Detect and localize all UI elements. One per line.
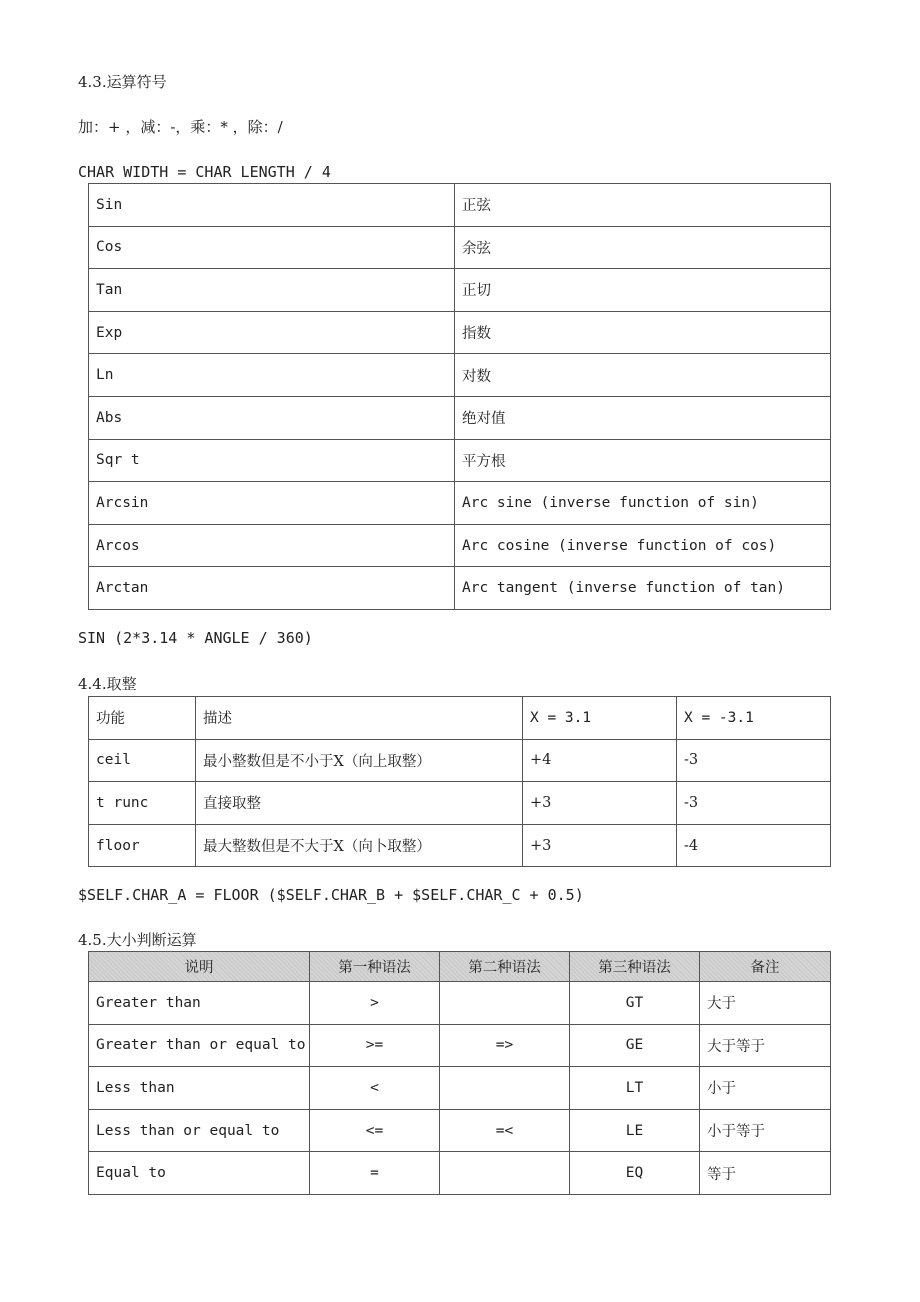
syntax1-cell: =: [310, 1152, 440, 1195]
function-desc-cell: 绝对值: [455, 396, 831, 439]
desc-cell: Greater than or equal to: [89, 1024, 310, 1067]
desc-cell: 直接取整: [196, 782, 523, 825]
table-row: [89, 1152, 831, 1195]
func-cell: ceil: [89, 739, 196, 782]
negative-value-cell: -3: [677, 782, 831, 825]
function-name-cell: Exp: [89, 311, 455, 354]
function-name-cell: Tan: [89, 269, 455, 312]
table-row: [89, 482, 831, 525]
table-row: [89, 396, 831, 439]
rounding-table: [88, 696, 831, 867]
section-4-3-heading: 4.3.运算符号: [78, 73, 167, 91]
table-header-row: [89, 952, 831, 982]
header-cell: X = -3.1: [677, 697, 831, 740]
func-cell: t runc: [89, 782, 196, 825]
table-header-row: [89, 697, 831, 740]
desc-cell: Less than: [89, 1067, 310, 1110]
note-cell: 大于等于: [700, 1024, 831, 1067]
syntax2-cell: =<: [440, 1109, 570, 1152]
header-cell: 备注: [700, 952, 831, 982]
function-name-cell: Sin: [89, 184, 455, 227]
syntax1-cell: >: [310, 982, 440, 1025]
table-row: [89, 1109, 831, 1152]
syntax2-cell: [440, 1067, 570, 1110]
table-row: [89, 782, 831, 825]
table-row: [89, 982, 831, 1025]
header-cell: 第二种语法: [440, 952, 570, 982]
table-row: [89, 739, 831, 782]
section-4-5-heading: 4.5.大小判断运算: [78, 931, 197, 949]
comparison-table: [88, 951, 831, 1195]
table-row: [89, 226, 831, 269]
table-row: [89, 1024, 831, 1067]
syntax3-cell: LE: [570, 1109, 700, 1152]
note-cell: 大于: [700, 982, 831, 1025]
function-name-cell: Arcsin: [89, 482, 455, 525]
desc-cell: Less than or equal to: [89, 1109, 310, 1152]
function-desc-cell: 对数: [455, 354, 831, 397]
syntax3-cell: GE: [570, 1024, 700, 1067]
note-cell: 小于: [700, 1067, 831, 1110]
desc-cell: Greater than: [89, 982, 310, 1025]
table-row: [89, 354, 831, 397]
syntax1-cell: >=: [310, 1024, 440, 1067]
note-cell: 小于等于: [700, 1109, 831, 1152]
table-row: [89, 1067, 831, 1110]
function-name-cell: Abs: [89, 396, 455, 439]
syntax3-cell: EQ: [570, 1152, 700, 1195]
table-row: [89, 311, 831, 354]
function-desc-cell: 余弦: [455, 226, 831, 269]
function-name-cell: Arctan: [89, 567, 455, 610]
function-desc-cell: Arc sine (inverse function of sin): [455, 482, 831, 525]
header-cell: 第一种语法: [310, 952, 440, 982]
table-row: [89, 567, 831, 610]
header-cell: X = 3.1: [523, 697, 677, 740]
table-row: [89, 184, 831, 227]
table-row: [89, 439, 831, 482]
function-desc-cell: 平方根: [455, 439, 831, 482]
func-cell: floor: [89, 824, 196, 867]
functions-table: [88, 183, 831, 610]
char-width-formula: CHAR WIDTH = CHAR LENGTH / 4: [78, 163, 331, 181]
header-cell: 描述: [196, 697, 523, 740]
table-row: [89, 824, 831, 867]
function-name-cell: Sqr t: [89, 439, 455, 482]
function-name-cell: Ln: [89, 354, 455, 397]
syntax3-cell: LT: [570, 1067, 700, 1110]
floor-example: $SELF.CHAR_A = FLOOR ($SELF.CHAR_B + $SELF.CHAR_C + 0.5): [78, 886, 584, 904]
syntax2-cell: [440, 1152, 570, 1195]
sin-example: SIN (2*3.14 * ANGLE / 360): [78, 629, 313, 647]
section-4-4-heading: 4.4.取整: [78, 675, 137, 693]
syntax3-cell: GT: [570, 982, 700, 1025]
function-name-cell: Cos: [89, 226, 455, 269]
function-desc-cell: 指数: [455, 311, 831, 354]
function-name-cell: Arcos: [89, 524, 455, 567]
header-cell: 功能: [89, 697, 196, 740]
note-cell: 等于: [700, 1152, 831, 1195]
operators-line: 加：+ ，减：-，乘：* ，除：/: [78, 118, 283, 136]
syntax2-cell: =>: [440, 1024, 570, 1067]
header-cell: 说明: [89, 952, 310, 982]
desc-cell: 最小整数但是不小于X（向上取整）: [196, 739, 523, 782]
negative-value-cell: -4: [677, 824, 831, 867]
negative-value-cell: -3: [677, 739, 831, 782]
syntax2-cell: [440, 982, 570, 1025]
table-row: [89, 524, 831, 567]
positive-value-cell: +3: [523, 782, 677, 825]
table-row: [89, 269, 831, 312]
header-cell: 第三种语法: [570, 952, 700, 982]
positive-value-cell: +4: [523, 739, 677, 782]
function-desc-cell: 正弦: [455, 184, 831, 227]
desc-cell: Equal to: [89, 1152, 310, 1195]
syntax1-cell: <: [310, 1067, 440, 1110]
function-desc-cell: Arc cosine (inverse function of cos): [455, 524, 831, 567]
desc-cell: 最大整数但是不大于X（向卜取整）: [196, 824, 523, 867]
function-desc-cell: Arc tangent (inverse function of tan): [455, 567, 831, 610]
function-desc-cell: 正切: [455, 269, 831, 312]
positive-value-cell: +3: [523, 824, 677, 867]
syntax1-cell: <=: [310, 1109, 440, 1152]
